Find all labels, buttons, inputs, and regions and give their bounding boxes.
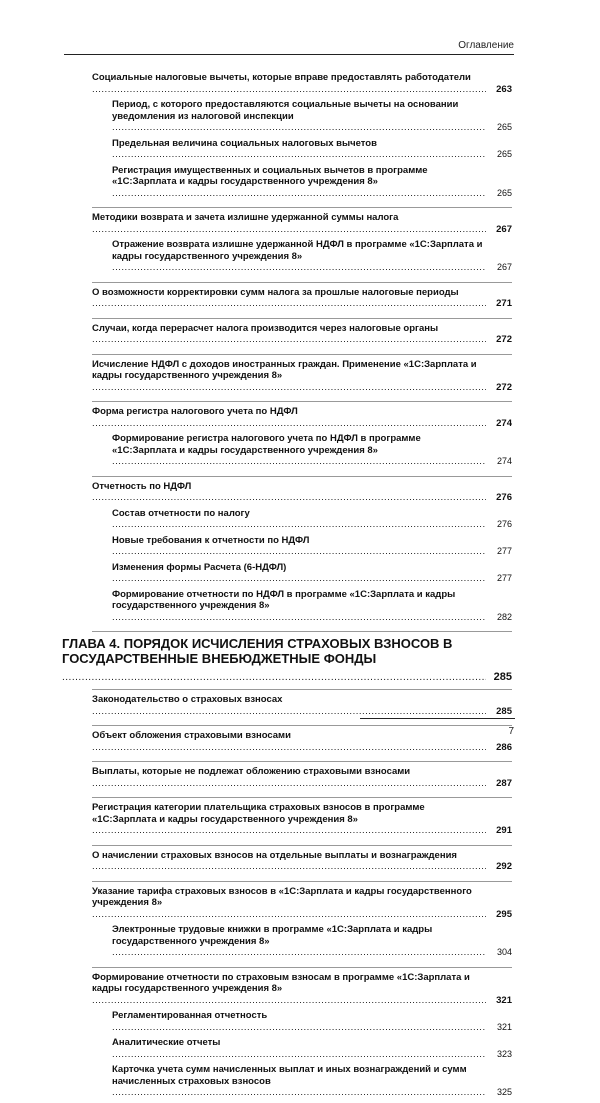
toc-entry-title: Электронные трудовые книжки в программе «1С:Зарплата и кадры государственного учреждения 8» .....: [112, 924, 486, 958]
toc-separator: [92, 282, 512, 283]
toc-entry[interactable]: [112, 1010, 512, 1033]
toc-entry-title: Объект обложения страховыми взносами .....: [92, 730, 486, 753]
toc-entry-title: Случаи, когда перерасчет налога производится через налоговые органы .....: [92, 323, 486, 346]
toc-entry-page: 277: [496, 573, 512, 583]
toc-entry-page: 276: [496, 492, 512, 503]
page-header-title: Оглавление: [458, 40, 514, 51]
toc-entry-title: Исчисление НДФЛ с доходов иностранных граждан. Применение «1С:Зарплата и кадры государственного учреждения 8» .....: [92, 359, 486, 393]
toc-entry[interactable]: [92, 886, 512, 921]
toc-entry-title: Регламентированная отчетность .....: [112, 1010, 486, 1033]
toc-entry-page: 265: [496, 187, 512, 198]
toc-entry[interactable]: [92, 481, 512, 504]
toc-entry-title: ГЛАВА 4. ПОРЯДОК ИСЧИСЛЕНИЯ СТРАХОВЫХ ВЗНОСОВ В ГОСУДАРСТВЕННЫЕ ВНЕБЮДЖЕТНЫЕ ФОНДЫ .....: [62, 636, 486, 683]
toc-entry-title: Форма регистра налогового учета по НДФЛ .....: [92, 406, 486, 429]
toc-entry-page: 325: [496, 1087, 512, 1097]
toc-entry-page: 263: [496, 83, 512, 95]
toc-entry[interactable]: [112, 562, 512, 585]
header-divider: [64, 54, 514, 55]
toc-entry-page: 304: [496, 947, 512, 957]
toc-entry-page: 321: [496, 994, 512, 1006]
toc-entry-title: Регистрация имущественных и социальных вычетов в программе «1С:Зарплата и кадры государственного учреждения 8» .....: [112, 165, 486, 199]
toc-entry-page: 267: [496, 262, 512, 272]
footer-divider: [360, 718, 515, 719]
toc-separator: [92, 797, 512, 798]
toc-entry-page: 276: [496, 519, 512, 529]
toc-entry-page: 295: [496, 908, 512, 920]
toc-separator: [92, 845, 512, 846]
toc-entry-title: Состав отчетности по налогу .....: [112, 508, 486, 531]
toc-entry-page: 267: [496, 223, 512, 235]
toc-entry-page: 287: [496, 777, 512, 789]
toc-entry-title: Изменения формы Расчета (6-НДФЛ) .....: [112, 562, 486, 585]
toc-entry[interactable]: [92, 212, 512, 235]
toc-entry[interactable]: [92, 766, 512, 789]
toc-entry[interactable]: [112, 239, 512, 274]
toc-entry-title: Отчетность по НДФЛ .....: [92, 481, 486, 504]
toc-separator: [92, 881, 512, 882]
toc-entry[interactable]: [92, 287, 512, 310]
toc-entry[interactable]: [92, 323, 512, 346]
toc-entry[interactable]: [112, 1037, 512, 1060]
toc-entry[interactable]: [112, 138, 512, 161]
toc-entry-page: 272: [496, 334, 512, 345]
toc-entry[interactable]: [92, 72, 512, 95]
toc-entry-page: 323: [496, 1048, 512, 1059]
toc-entry-title: Законодательство о страховых взносах .....: [92, 694, 486, 717]
toc-entry-title: Новые требования к отчетности по НДФЛ .....: [112, 535, 486, 558]
toc-entry[interactable]: [112, 589, 512, 624]
toc-entry-title: Регистрация категории плательщика страховых взносов в программе «1С:Зарплата и кадры государственного учреждения 8» .....: [92, 802, 486, 836]
page-number: 7: [508, 726, 514, 737]
toc-entry-page: 265: [496, 122, 512, 132]
toc-separator: [92, 354, 512, 355]
toc-entry[interactable]: [92, 359, 512, 394]
toc-entry-page: 321: [496, 1021, 512, 1032]
toc-entry-title: Формирование отчетности по страховым взносам в программе «1С:Зарплата и кадры государственного учреждения 8» .....: [92, 972, 486, 1006]
table-of-contents: [62, 72, 512, 1103]
toc-entry[interactable]: [92, 694, 512, 717]
toc-entry-title: Методики возврата и зачета излишне удержанной суммы налога .....: [92, 212, 486, 235]
toc-entry-title: Карточка учета сумм начисленных выплат и иных вознаграждений и сумм начисленных страховых взносов .....: [112, 1064, 486, 1098]
toc-entry[interactable]: [92, 406, 512, 429]
toc-entry-page: 285: [496, 705, 512, 717]
toc-entry-title: Выплаты, которые не подлежат обложению страховыми взносами .....: [92, 766, 486, 789]
toc-entry-page: 272: [496, 381, 512, 393]
toc-entry[interactable]: [112, 1064, 512, 1099]
toc-separator: [92, 476, 512, 477]
toc-entry-page: 271: [496, 298, 512, 309]
toc-entry[interactable]: [112, 924, 512, 959]
toc-separator: [92, 725, 512, 726]
toc-entry-title: Формирование отчетности по НДФЛ в программе «1С:Зарплата и кадры государственного учреждения 8» .....: [112, 589, 486, 623]
toc-entry[interactable]: [112, 508, 512, 531]
toc-entry[interactable]: [112, 433, 512, 468]
toc-entry-page: 274: [496, 417, 512, 429]
toc-entry-title: Формирование регистра налогового учета по НДФЛ в программе «1С:Зарплата и кадры государственного учреждения 8» .....: [112, 433, 486, 467]
toc-entry[interactable]: [112, 99, 512, 134]
toc-entry-title: Указание тарифа страховых взносов в «1С:Зарплата и кадры государственного учреждения 8» .....: [92, 886, 486, 920]
toc-entry[interactable]: [112, 165, 512, 200]
toc-entry-page: 292: [496, 861, 512, 872]
toc-entry[interactable]: [92, 972, 512, 1007]
toc-entry-title: О возможности корректировки сумм налога за прошлые налоговые периоды .....: [92, 287, 486, 310]
toc-entry-title: Предельная величина социальных налоговых вычетов .....: [112, 138, 486, 161]
toc-entry-page: 285: [493, 671, 512, 683]
toc-entry-page: 291: [496, 825, 512, 836]
toc-entry-page: 282: [496, 611, 512, 622]
toc-entry-page: 265: [496, 149, 512, 159]
toc-entry-title: Отражение возврата излишне удержанной НДФЛ в программе «1С:Зарплата и кадры государственного учреждения 8» .....: [112, 239, 486, 273]
toc-entry[interactable]: [92, 850, 512, 873]
toc-entry-page: 277: [496, 546, 512, 556]
toc-separator: [92, 207, 512, 208]
toc-separator: [92, 967, 512, 968]
toc-separator: [92, 689, 512, 690]
toc-entry-page: 286: [496, 741, 512, 753]
toc-entry-title: О начислении страховых взносов на отдельные выплаты и вознаграждения .....: [92, 850, 486, 873]
toc-entry[interactable]: [112, 535, 512, 558]
toc-separator: [92, 318, 512, 319]
toc-separator: [92, 761, 512, 762]
toc-separator: [92, 631, 512, 632]
toc-entry[interactable]: [92, 802, 512, 837]
toc-entry-title: Аналитические отчеты .....: [112, 1037, 486, 1060]
toc-chapter[interactable]: [62, 636, 512, 685]
toc-separator: [92, 401, 512, 402]
toc-entry-page: 274: [496, 456, 512, 466]
toc-entry-title: Период, с которого предоставляются социальные вычеты на основании уведомления из налоговой инспекции .....: [112, 99, 486, 133]
toc-entry-title: Социальные налоговые вычеты, которые вправе предоставлять работодатели .....: [92, 72, 486, 95]
